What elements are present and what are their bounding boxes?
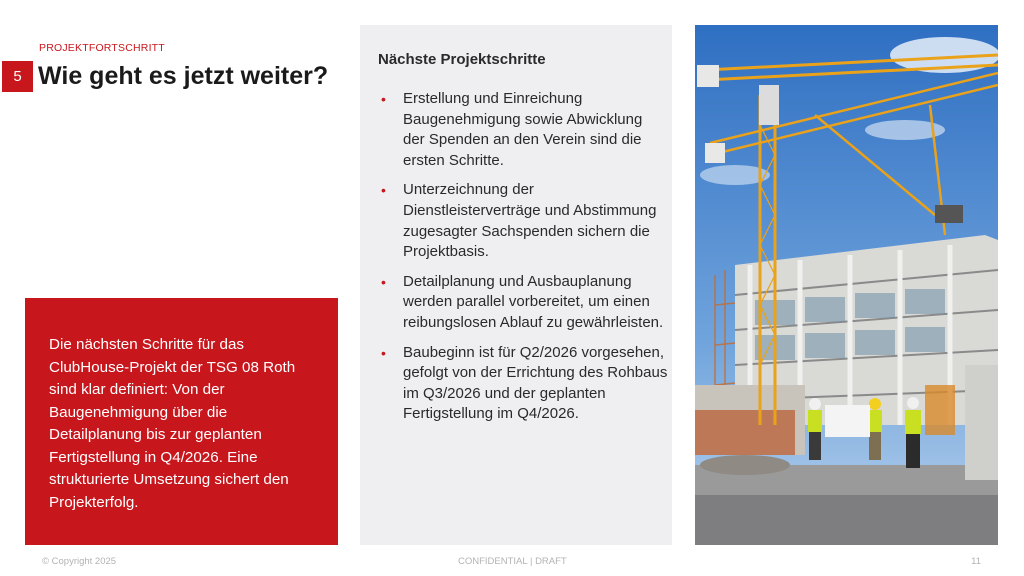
step-text: Baubeginn ist für Q2/2026 vorgesehen, gefolgt von der Errichtung des Rohbaus im Q3/2026 und der geplanten Fertigstellung im Q4/2026. xyxy=(403,343,668,423)
footer-classification: CONFIDENTIAL | DRAFT xyxy=(458,556,567,567)
bullet-icon: • xyxy=(381,273,386,290)
steps-panel xyxy=(360,25,672,545)
steps-heading: Nächste Projektschritte xyxy=(378,51,546,68)
slide-title: Wie geht es jetzt weiter? xyxy=(38,62,329,90)
section-kicker: PROJEKTFORTSCHRITT xyxy=(39,42,165,54)
footer-copyright: © Copyright 2025 xyxy=(42,556,117,567)
step-text: Unterzeichnung der Dienstleisterverträge und Abstimmung zugesagter Sachspenden sichern die Projektbasis. xyxy=(403,181,657,261)
summary-box xyxy=(25,298,338,545)
step-text: Detailplanung und Ausbauplanung werden parallel vorbereitet, um einen reibungslosen Ablauf zu gewährleisten. xyxy=(403,272,664,331)
bullet-icon: • xyxy=(381,182,386,199)
summary-text: Die nächsten Schritte für das ClubHouse-Projekt der TSG 08 Roth sind klar definiert: Von der Baugenehmigung über die Detailplanung bis zur geplanten Fertigstellung in Q4/2026. Eine strukturierte Umsetzung sichert den Projekterfolg. xyxy=(49,336,296,511)
step-text: Erstellung und Einreichung Baugenehmigung sowie Abwicklung der Spenden an den Verein sind die ersten Schritte. xyxy=(403,90,643,169)
bullet-icon: • xyxy=(381,344,386,361)
list-item xyxy=(378,343,668,425)
steps-list xyxy=(378,89,668,434)
footer-page-number: 11 xyxy=(971,556,981,567)
list-item xyxy=(378,272,668,334)
list-item xyxy=(378,180,668,262)
bullet-icon: • xyxy=(381,91,386,107)
slide-number-badge: 5 xyxy=(2,61,33,92)
list-item xyxy=(378,89,668,171)
construction-site-photo xyxy=(695,25,998,545)
